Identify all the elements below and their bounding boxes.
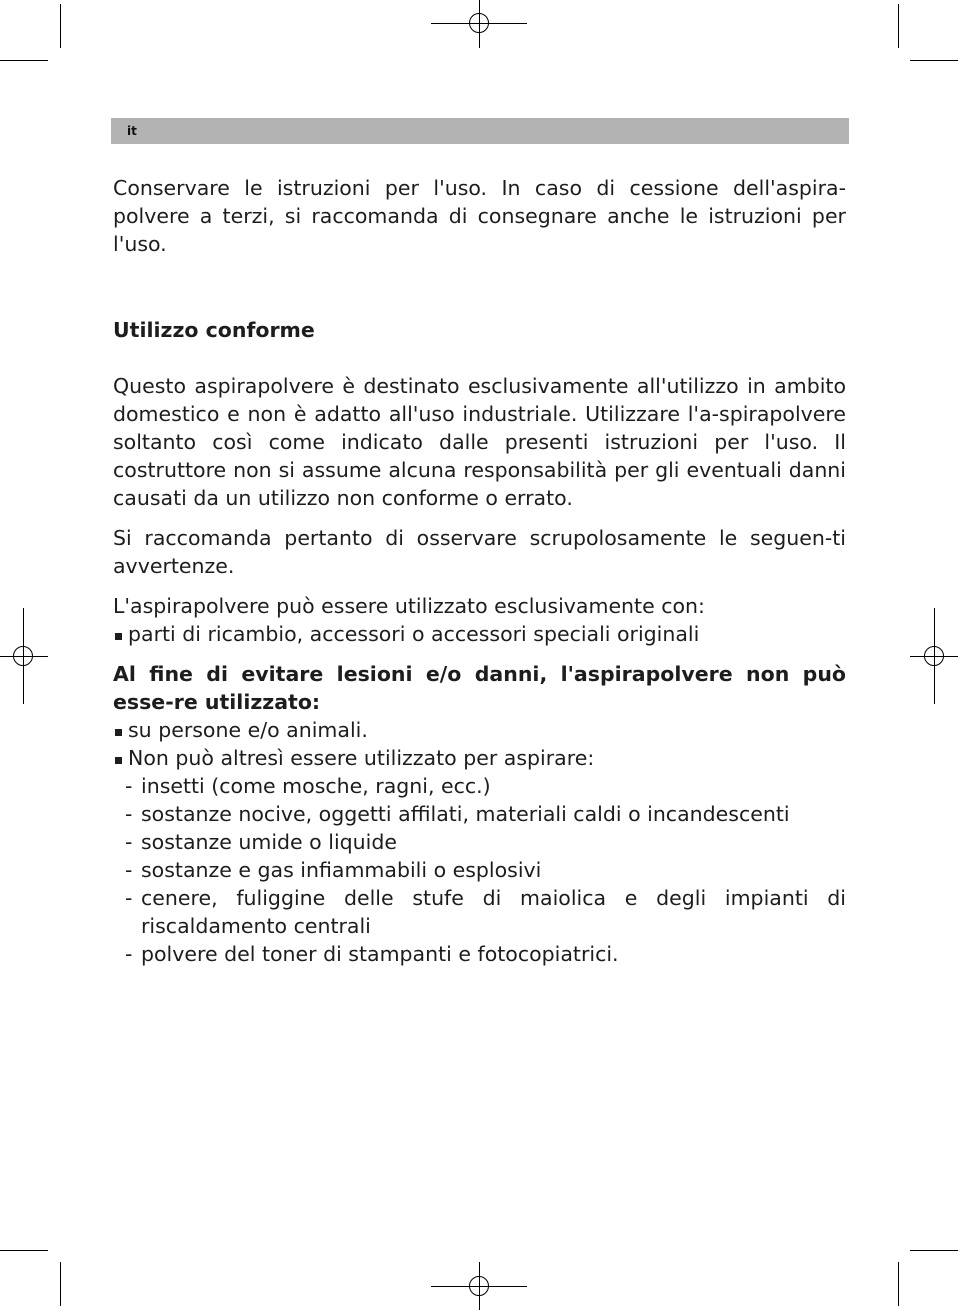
accessories-paragraph: L'aspirapolvere può essere utilizzato esclusivamente con: [113,594,705,618]
sub-list-item: - sostanze nocive, oggetti affilati, materiali caldi o incandescenti [125,802,790,826]
usage-paragraph: Questo aspirapolvere è destinato esclusivamente all'utilizzo in ambito domestico e non è adatto all'uso industriale. Utilizzare l'a-spirapolvere soltanto così come indicato dalle presenti istruzioni per l'uso. Il costruttore non si assume alcuna responsabilità per gli eventuali danni causati da un utilizzo non conforme o errato. [113,374,846,510]
advice-paragraph: Si raccomanda pertanto di osservare scrupolosamente le seguen-ti avvertenze. [113,526,846,578]
warning-heading: Al fine di evitare lesioni e/o danni, l'aspirapolvere non può esse-re utilizzato: [113,662,846,714]
crop-mark-bottom-right-h [910,1250,958,1251]
section-title: Utilizzo conforme [113,318,315,342]
bullet-square-icon [115,633,122,640]
sub-list-item: - sostanze umide o liquide [125,830,397,854]
crop-mark-top-left-h [0,60,48,61]
sub-list-item: - insetti (come mosche, ragni, ecc.) [125,774,491,798]
sub-list-item: - sostanze e gas infiammabili o esplosivi [125,858,542,882]
list-item: su persone e/o animali. [113,716,846,744]
crop-mark-top-left-v [60,4,61,48]
sub-list-item: - polvere del toner di stampanti e fotocopiatrici. [125,942,619,966]
list-item: parti di ricambio, accessori o accessori speciali originali [113,620,846,648]
language-header-bar [111,118,849,144]
crop-mark-top-right-h [910,60,958,61]
language-label: it [127,124,137,138]
crop-mark-bottom-left-v [60,1262,61,1306]
crop-mark-top-right-v [898,4,899,48]
page-content [113,174,846,968]
sub-list-item: - cenere, fuliggine delle stufe di maiolica e degli impianti di riscaldamento centrali [125,886,846,938]
crop-mark-bottom-left-h [0,1250,48,1251]
list-item: Non può altresì essere utilizzato per aspirare: [113,744,846,772]
crop-mark-bottom-right-v [898,1262,899,1306]
bullet-square-icon [115,729,122,736]
bullet-square-icon [115,757,122,764]
intro-paragraph: Conservare le istruzioni per l'uso. In caso di cessione dell'aspira-polvere a terzi, si raccomanda di consegnare anche le istruzioni per l'uso. [113,176,846,256]
